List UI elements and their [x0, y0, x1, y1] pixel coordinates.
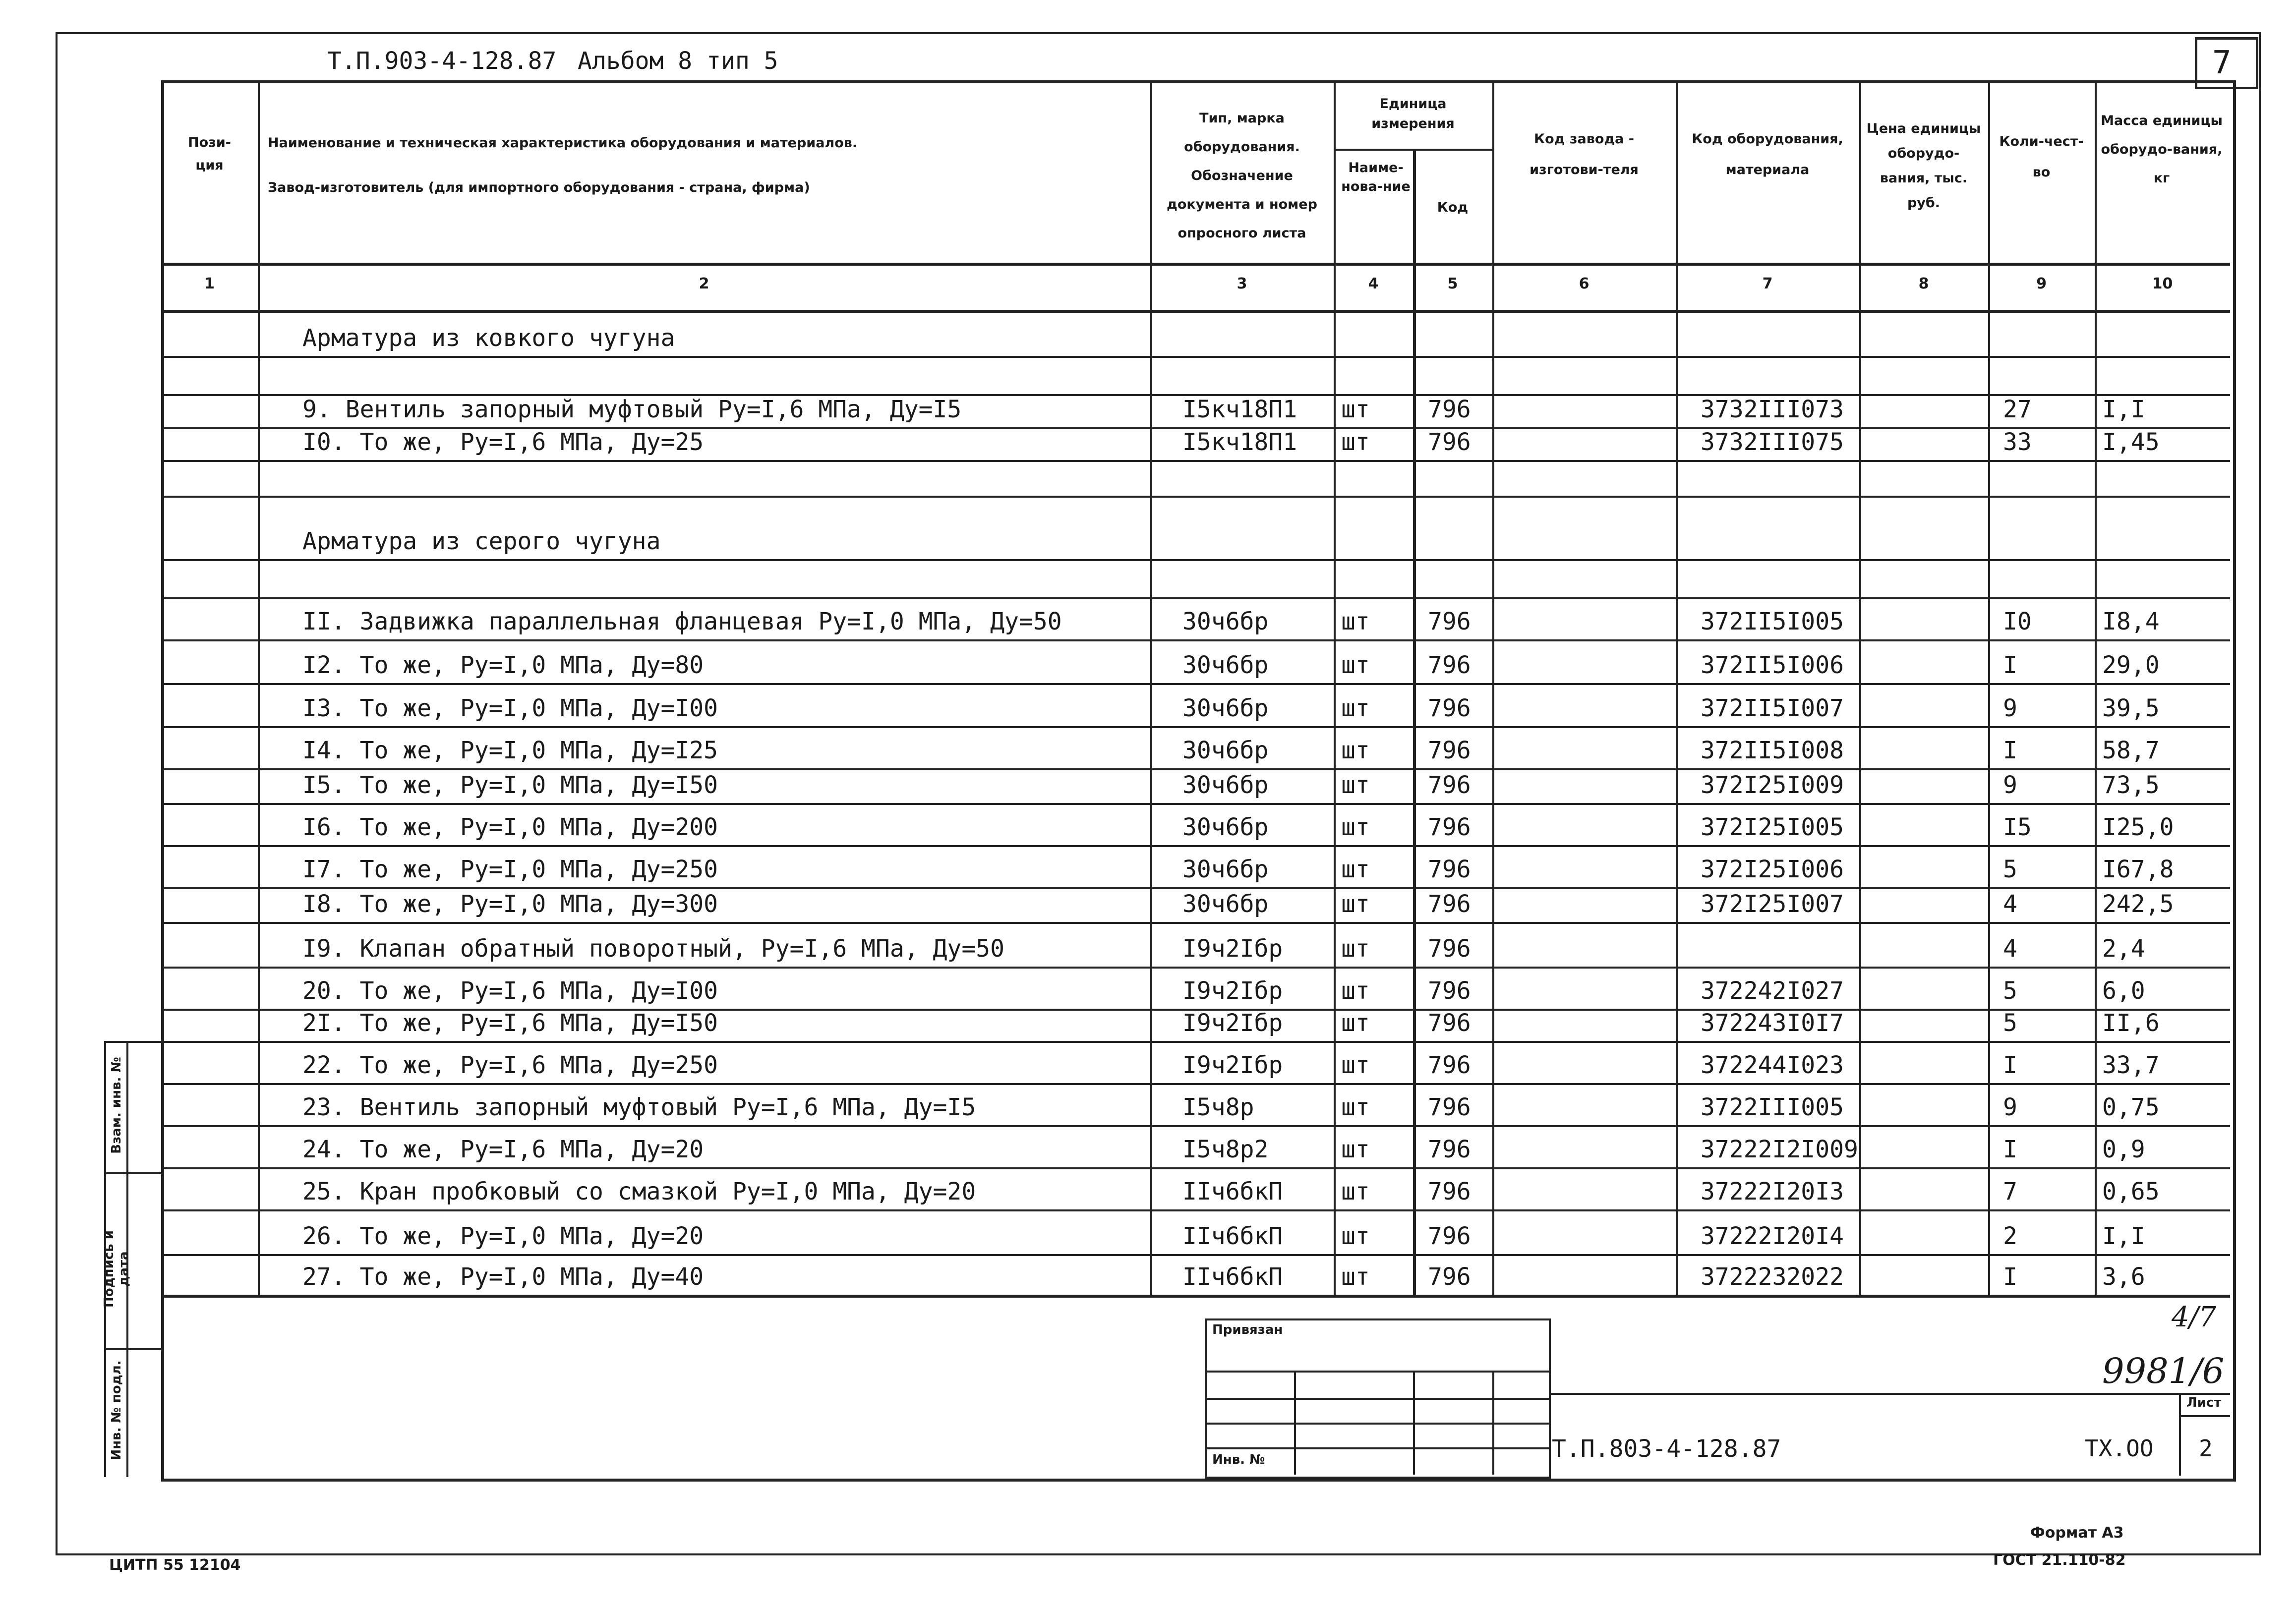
row-code: 796	[1428, 1222, 1471, 1250]
row-unit: шт	[1341, 1009, 1370, 1037]
row-equip-code: 3732III075	[1701, 428, 1844, 456]
col-num-3: 3	[1236, 275, 1247, 292]
side-label-inv: Инв. № подл.	[109, 1360, 124, 1460]
header-type: Тип, марка оборудования. Обозначение документа и номер опросного листа	[1167, 111, 1317, 241]
row-name: I4. То же, Ру=I,0 МПа, Ду=I25	[302, 737, 718, 764]
row-code: 796	[1428, 977, 1471, 1005]
album-label: Альбом 8 тип 5	[578, 47, 778, 75]
list-label: Лист	[2186, 1395, 2222, 1410]
row-code: 796	[1428, 737, 1471, 764]
row-name: 20. То же, Ру=I,6 МПа, Ду=I00	[302, 977, 718, 1005]
row-name: I9. Клапан обратный поворотный, Ру=I,6 МПа, Ду=50	[302, 935, 1005, 963]
row-equip-code: 3722III005	[1701, 1093, 1844, 1121]
row-type: 30ч6бр	[1182, 813, 1269, 841]
stamp-privyazan: Привязан	[1212, 1322, 1283, 1337]
row-type: I5кч18П1	[1182, 428, 1297, 456]
stamp-inv: Инв. №	[1212, 1452, 1265, 1467]
row-qty: 5	[2003, 977, 2017, 1005]
row-qty: 9	[2003, 1093, 2017, 1121]
row-name: II. Задвижка параллельная фланцевая Ру=I,0 МПа, Ду=50	[302, 608, 1062, 635]
row-type: I9ч2Iбр	[1182, 935, 1283, 963]
row-equip-code: 3732III073	[1701, 396, 1844, 423]
row-equip-code: 37222I20I4	[1701, 1222, 1844, 1250]
row-qty: I	[2003, 737, 2017, 764]
row-equip-code: 372I25I006	[1701, 856, 1844, 883]
row-type: 30ч6бр	[1182, 608, 1269, 635]
row-unit: шт	[1341, 977, 1370, 1005]
row-type: I9ч2Iбр	[1182, 1051, 1283, 1079]
header-unit-code: Код	[1437, 200, 1469, 215]
row-name: 24. То же, Ру=I,6 МПа, Ду=20	[302, 1136, 704, 1163]
list-number: 2	[2199, 1435, 2213, 1462]
row-name: 22. То же, Ру=I,6 МПа, Ду=250	[302, 1051, 718, 1079]
row-name: Арматура из серого чугуна	[302, 527, 661, 555]
row-mass: I,I	[2102, 396, 2145, 423]
row-equip-code: 372II5I008	[1701, 737, 1844, 764]
row-name: I5. То же, Ру=I,0 МПа, Ду=I50	[302, 771, 718, 799]
row-qty: 5	[2003, 1009, 2017, 1037]
col-num-9: 9	[2036, 275, 2047, 292]
stamp-mark: ТХ.ОО	[2085, 1435, 2154, 1462]
row-code: 796	[1428, 935, 1471, 963]
row-name: I0. То же, Ру=I,6 МПа, Ду=25	[302, 428, 704, 456]
row-equip-code: 372242I027	[1701, 977, 1844, 1005]
header-price: Цена единицы оборудо-вания, тыс. руб.	[1866, 121, 1981, 211]
col-num-1: 1	[204, 275, 215, 292]
row-unit: шт	[1341, 1263, 1370, 1291]
footer-left: ЦИТП 55 12104	[109, 1556, 241, 1574]
row-qty: I	[2003, 651, 2017, 679]
row-unit: шт	[1341, 1051, 1370, 1079]
header-unit-name: Наиме-нова-ние	[1341, 160, 1411, 194]
header-factory: Код завода - изготови-теля	[1530, 131, 1639, 177]
row-equip-code: 372244I023	[1701, 1051, 1844, 1079]
row-type: I5кч18П1	[1182, 396, 1297, 423]
row-unit: шт	[1341, 737, 1370, 764]
row-name: I6. То же, Ру=I,0 МПа, Ду=200	[302, 813, 718, 841]
row-qty: I5	[2003, 813, 2032, 841]
row-name: 26. То же, Ру=I,0 МПа, Ду=20	[302, 1222, 704, 1250]
row-code: 796	[1428, 651, 1471, 679]
header-unit: Единица измерения	[1371, 96, 1455, 131]
col-num-8: 8	[1918, 275, 1929, 292]
row-mass: I,45	[2102, 428, 2160, 456]
row-mass: 0,75	[2102, 1093, 2160, 1121]
row-equip-code: 372243I0I7	[1701, 1009, 1844, 1037]
row-mass: 3,6	[2102, 1263, 2145, 1291]
row-name: I3. То же, Ру=I,0 МПа, Ду=I00	[302, 694, 718, 722]
side-label-vzam: Взам. инв. №	[109, 1057, 124, 1154]
row-equip-code: 3722232022	[1701, 1263, 1844, 1291]
row-mass: I,I	[2102, 1222, 2145, 1250]
row-qty: I	[2003, 1263, 2017, 1291]
row-mass: I8,4	[2102, 608, 2160, 635]
format-label: Формат А3	[2030, 1524, 2124, 1542]
row-type: 30ч6бр	[1182, 737, 1269, 764]
row-equip-code: 372I25I007	[1701, 890, 1844, 918]
row-code: 796	[1428, 1178, 1471, 1205]
row-code: 796	[1428, 428, 1471, 456]
row-name: 25. Кран пробковый со смазкой Ру=I,0 МПа, Ду=20	[302, 1178, 976, 1205]
row-unit: шт	[1341, 694, 1370, 722]
row-unit: шт	[1341, 1222, 1370, 1250]
gost-label: ГОСТ 21.110-82	[1993, 1551, 2126, 1569]
row-name: I7. То же, Ру=I,0 МПа, Ду=250	[302, 856, 718, 883]
col-num-6: 6	[1579, 275, 1590, 292]
row-qty: I0	[2003, 608, 2032, 635]
row-name: I8. То же, Ру=I,0 МПа, Ду=300	[302, 890, 718, 918]
header-pos: Пози- ция	[188, 135, 231, 173]
row-type: 30ч6бр	[1182, 856, 1269, 883]
col-num-7: 7	[1762, 275, 1773, 292]
row-type: 30ч6бр	[1182, 890, 1269, 918]
row-equip-code: 37222I20I3	[1701, 1178, 1844, 1205]
row-mass: 58,7	[2102, 737, 2160, 764]
row-type: 30ч6бр	[1182, 651, 1269, 679]
row-qty: I	[2003, 1136, 2017, 1163]
row-mass: I25,0	[2102, 813, 2174, 841]
row-code: 796	[1428, 1009, 1471, 1037]
row-name: Арматура из ковкого чугуна	[302, 324, 675, 352]
row-qty: 7	[2003, 1178, 2017, 1205]
row-equip-code: 372I25I009	[1701, 771, 1844, 799]
col-num-2: 2	[699, 275, 709, 292]
row-equip-code: 372II5I005	[1701, 608, 1844, 635]
row-qty: 4	[2003, 890, 2017, 918]
row-mass: 29,0	[2102, 651, 2160, 679]
row-unit: шт	[1341, 771, 1370, 799]
row-mass: I67,8	[2102, 856, 2174, 883]
row-code: 796	[1428, 856, 1471, 883]
row-qty: 9	[2003, 694, 2017, 722]
row-type: IIч6бкП	[1182, 1222, 1283, 1250]
col-num-10: 10	[2152, 275, 2173, 292]
row-unit: шт	[1341, 608, 1370, 635]
row-type: 30ч6бр	[1182, 694, 1269, 722]
row-unit: шт	[1341, 1136, 1370, 1163]
row-unit: шт	[1341, 890, 1370, 918]
row-type: I5ч8р2	[1182, 1136, 1269, 1163]
header-mass: Масса единицы оборудо-вания, кг	[2101, 113, 2223, 186]
row-unit: шт	[1341, 935, 1370, 963]
row-qty: 5	[2003, 856, 2017, 883]
handwritten-fraction: 4/7	[2172, 1301, 2217, 1333]
row-type: I9ч2Iбр	[1182, 977, 1283, 1005]
row-type: IIч6бкП	[1182, 1263, 1283, 1291]
row-equip-code: 372I25I005	[1701, 813, 1844, 841]
row-unit: шт	[1341, 856, 1370, 883]
row-code: 796	[1428, 1093, 1471, 1121]
row-type: I5ч8р	[1182, 1093, 1254, 1121]
col-num-5: 5	[1447, 275, 1458, 292]
row-mass: 73,5	[2102, 771, 2160, 799]
side-label-sign: Подпись и дата	[102, 1230, 131, 1308]
row-mass: 33,7	[2102, 1051, 2160, 1079]
row-qty: 27	[2003, 396, 2032, 423]
row-qty: 2	[2003, 1222, 2017, 1250]
row-unit: шт	[1341, 1093, 1370, 1121]
row-code: 796	[1428, 608, 1471, 635]
row-equip-code: 372II5I007	[1701, 694, 1844, 722]
row-name: 27. То же, Ру=I,0 МПа, Ду=40	[302, 1263, 704, 1291]
row-code: 796	[1428, 396, 1471, 423]
header-name-line2: Завод-изготовитель (для импортного оборудования - страна, фирма)	[268, 180, 810, 195]
sheet-corner-number: 7	[2212, 45, 2232, 81]
doc-code-top: Т.П.903-4-128.87	[327, 47, 557, 75]
header-equip-code: Код оборудования, материала	[1692, 131, 1843, 177]
row-mass: 0,9	[2102, 1136, 2145, 1163]
row-qty: 4	[2003, 935, 2017, 963]
row-code: 796	[1428, 1051, 1471, 1079]
row-unit: шт	[1341, 813, 1370, 841]
row-code: 796	[1428, 694, 1471, 722]
row-unit: шт	[1341, 1178, 1370, 1205]
row-unit: шт	[1341, 651, 1370, 679]
row-code: 796	[1428, 1263, 1471, 1291]
row-code: 796	[1428, 1136, 1471, 1163]
row-mass: 242,5	[2102, 890, 2174, 918]
header-qty: Коли-чест-во	[1999, 134, 2084, 180]
row-qty: 9	[2003, 771, 2017, 799]
row-type: IIч6бкП	[1182, 1178, 1283, 1205]
row-code: 796	[1428, 813, 1471, 841]
row-name: 2I. То же, Ру=I,6 МПа, Ду=I50	[302, 1009, 718, 1037]
row-type: I9ч2Iбр	[1182, 1009, 1283, 1037]
row-mass: 39,5	[2102, 694, 2160, 722]
row-qty: 33	[2003, 428, 2032, 456]
handwritten-number: 9981/6	[2102, 1351, 2225, 1391]
header-name-line1: Наименование и техническая характеристика оборудования и материалов.	[268, 135, 858, 151]
row-name: 23. Вентиль запорный муфтовый Ру=I,6 МПа, Ду=I5	[302, 1093, 976, 1121]
stamp-doc-code: Т.П.803-4-128.87	[1552, 1435, 1781, 1463]
row-mass: II,6	[2102, 1009, 2160, 1037]
row-mass: 2,4	[2102, 935, 2145, 963]
row-qty: I	[2003, 1051, 2017, 1079]
row-mass: 0,65	[2102, 1178, 2160, 1205]
row-name: I2. То же, Ру=I,0 МПа, Ду=80	[302, 651, 704, 679]
row-equip-code: 37222I2I009	[1701, 1136, 1858, 1163]
row-unit: шт	[1341, 428, 1370, 456]
row-type: 30ч6бр	[1182, 771, 1269, 799]
col-num-4: 4	[1368, 275, 1379, 292]
row-mass: 6,0	[2102, 977, 2145, 1005]
row-name: 9. Вентиль запорный муфтовый Ру=I,6 МПа, Ду=I5	[302, 396, 962, 423]
row-unit: шт	[1341, 396, 1370, 423]
row-code: 796	[1428, 771, 1471, 799]
row-equip-code: 372II5I006	[1701, 651, 1844, 679]
row-code: 796	[1428, 890, 1471, 918]
